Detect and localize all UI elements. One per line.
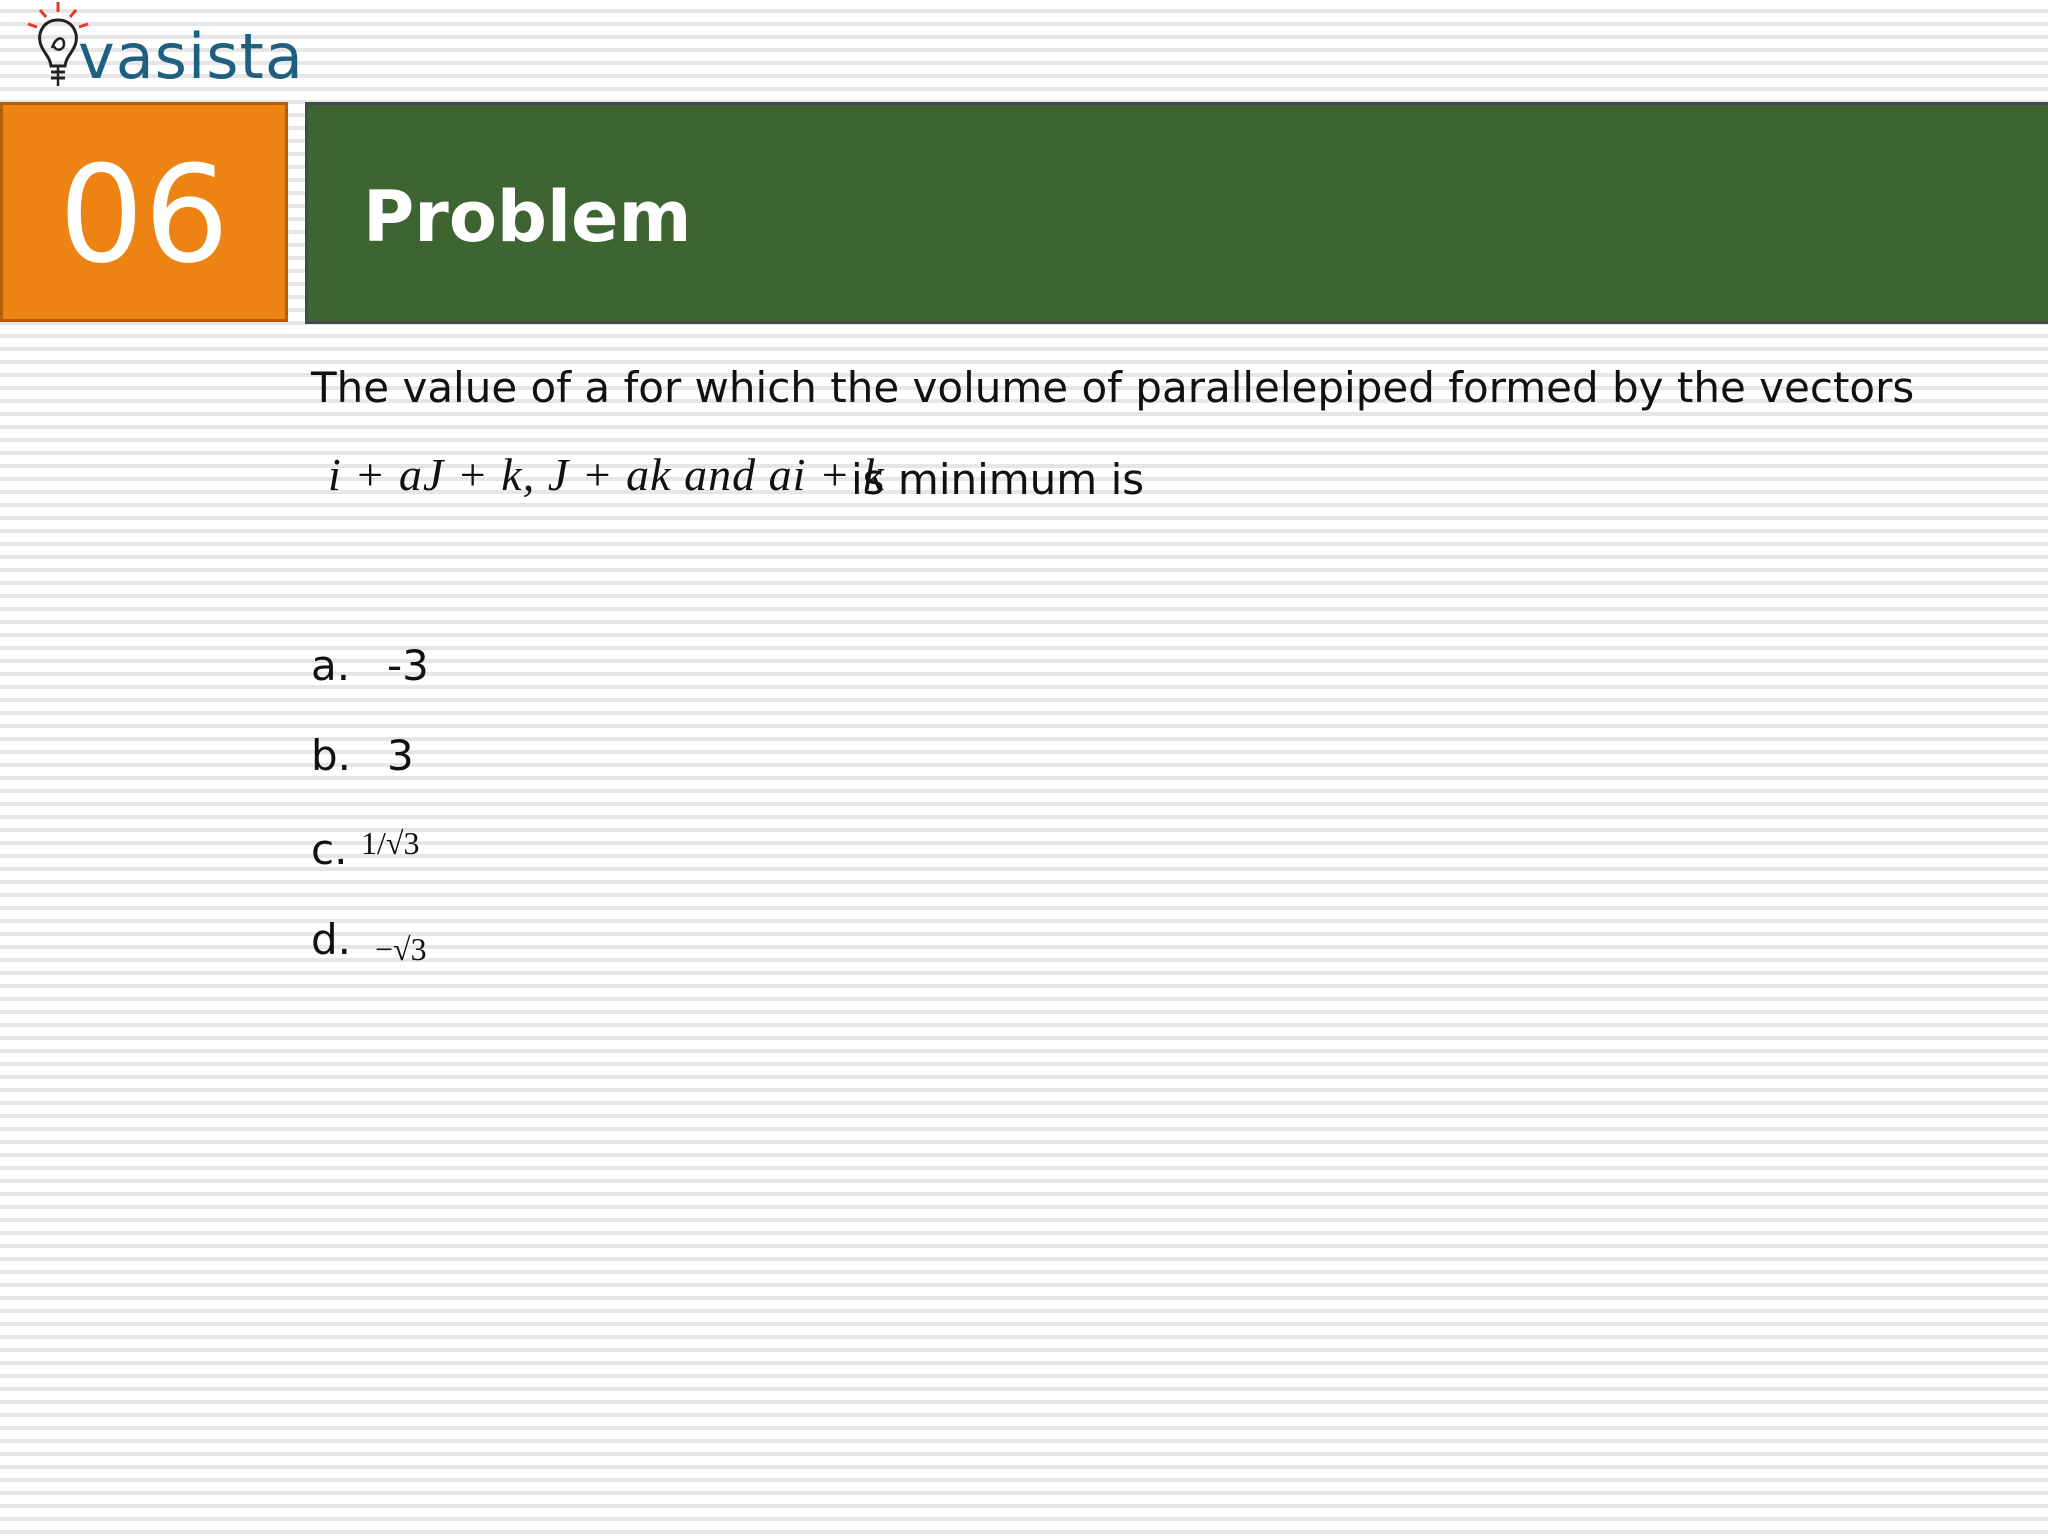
slide-number: 06 xyxy=(58,137,230,293)
slide-title: Problem xyxy=(363,176,692,258)
option-value: −√3 xyxy=(375,931,427,967)
option-label: b. xyxy=(311,731,352,780)
logo-wordmark: vasista xyxy=(78,20,304,93)
question-tail-text: is minimum is xyxy=(851,455,1145,504)
option-value: -3 xyxy=(387,641,429,690)
option-b[interactable] xyxy=(311,728,414,784)
vasista-logo xyxy=(18,0,304,98)
question-vectors-math xyxy=(328,445,885,505)
option-label: a. xyxy=(311,641,351,690)
option-d[interactable] xyxy=(311,912,427,969)
option-value: 1/√3 xyxy=(361,825,420,861)
slide-number-box xyxy=(0,102,288,322)
title-bar xyxy=(305,102,2048,324)
option-value: 3 xyxy=(387,731,414,780)
option-label: c. xyxy=(311,825,348,874)
question-text: The value of a for which the volume of parallelepiped formed by the vectors xyxy=(311,363,1915,412)
option-label: d. xyxy=(311,915,352,964)
option-c[interactable] xyxy=(311,822,419,878)
option-a[interactable] xyxy=(311,638,429,694)
vector-expression: i + aJ + k, J + ak and ai + k xyxy=(328,449,885,500)
